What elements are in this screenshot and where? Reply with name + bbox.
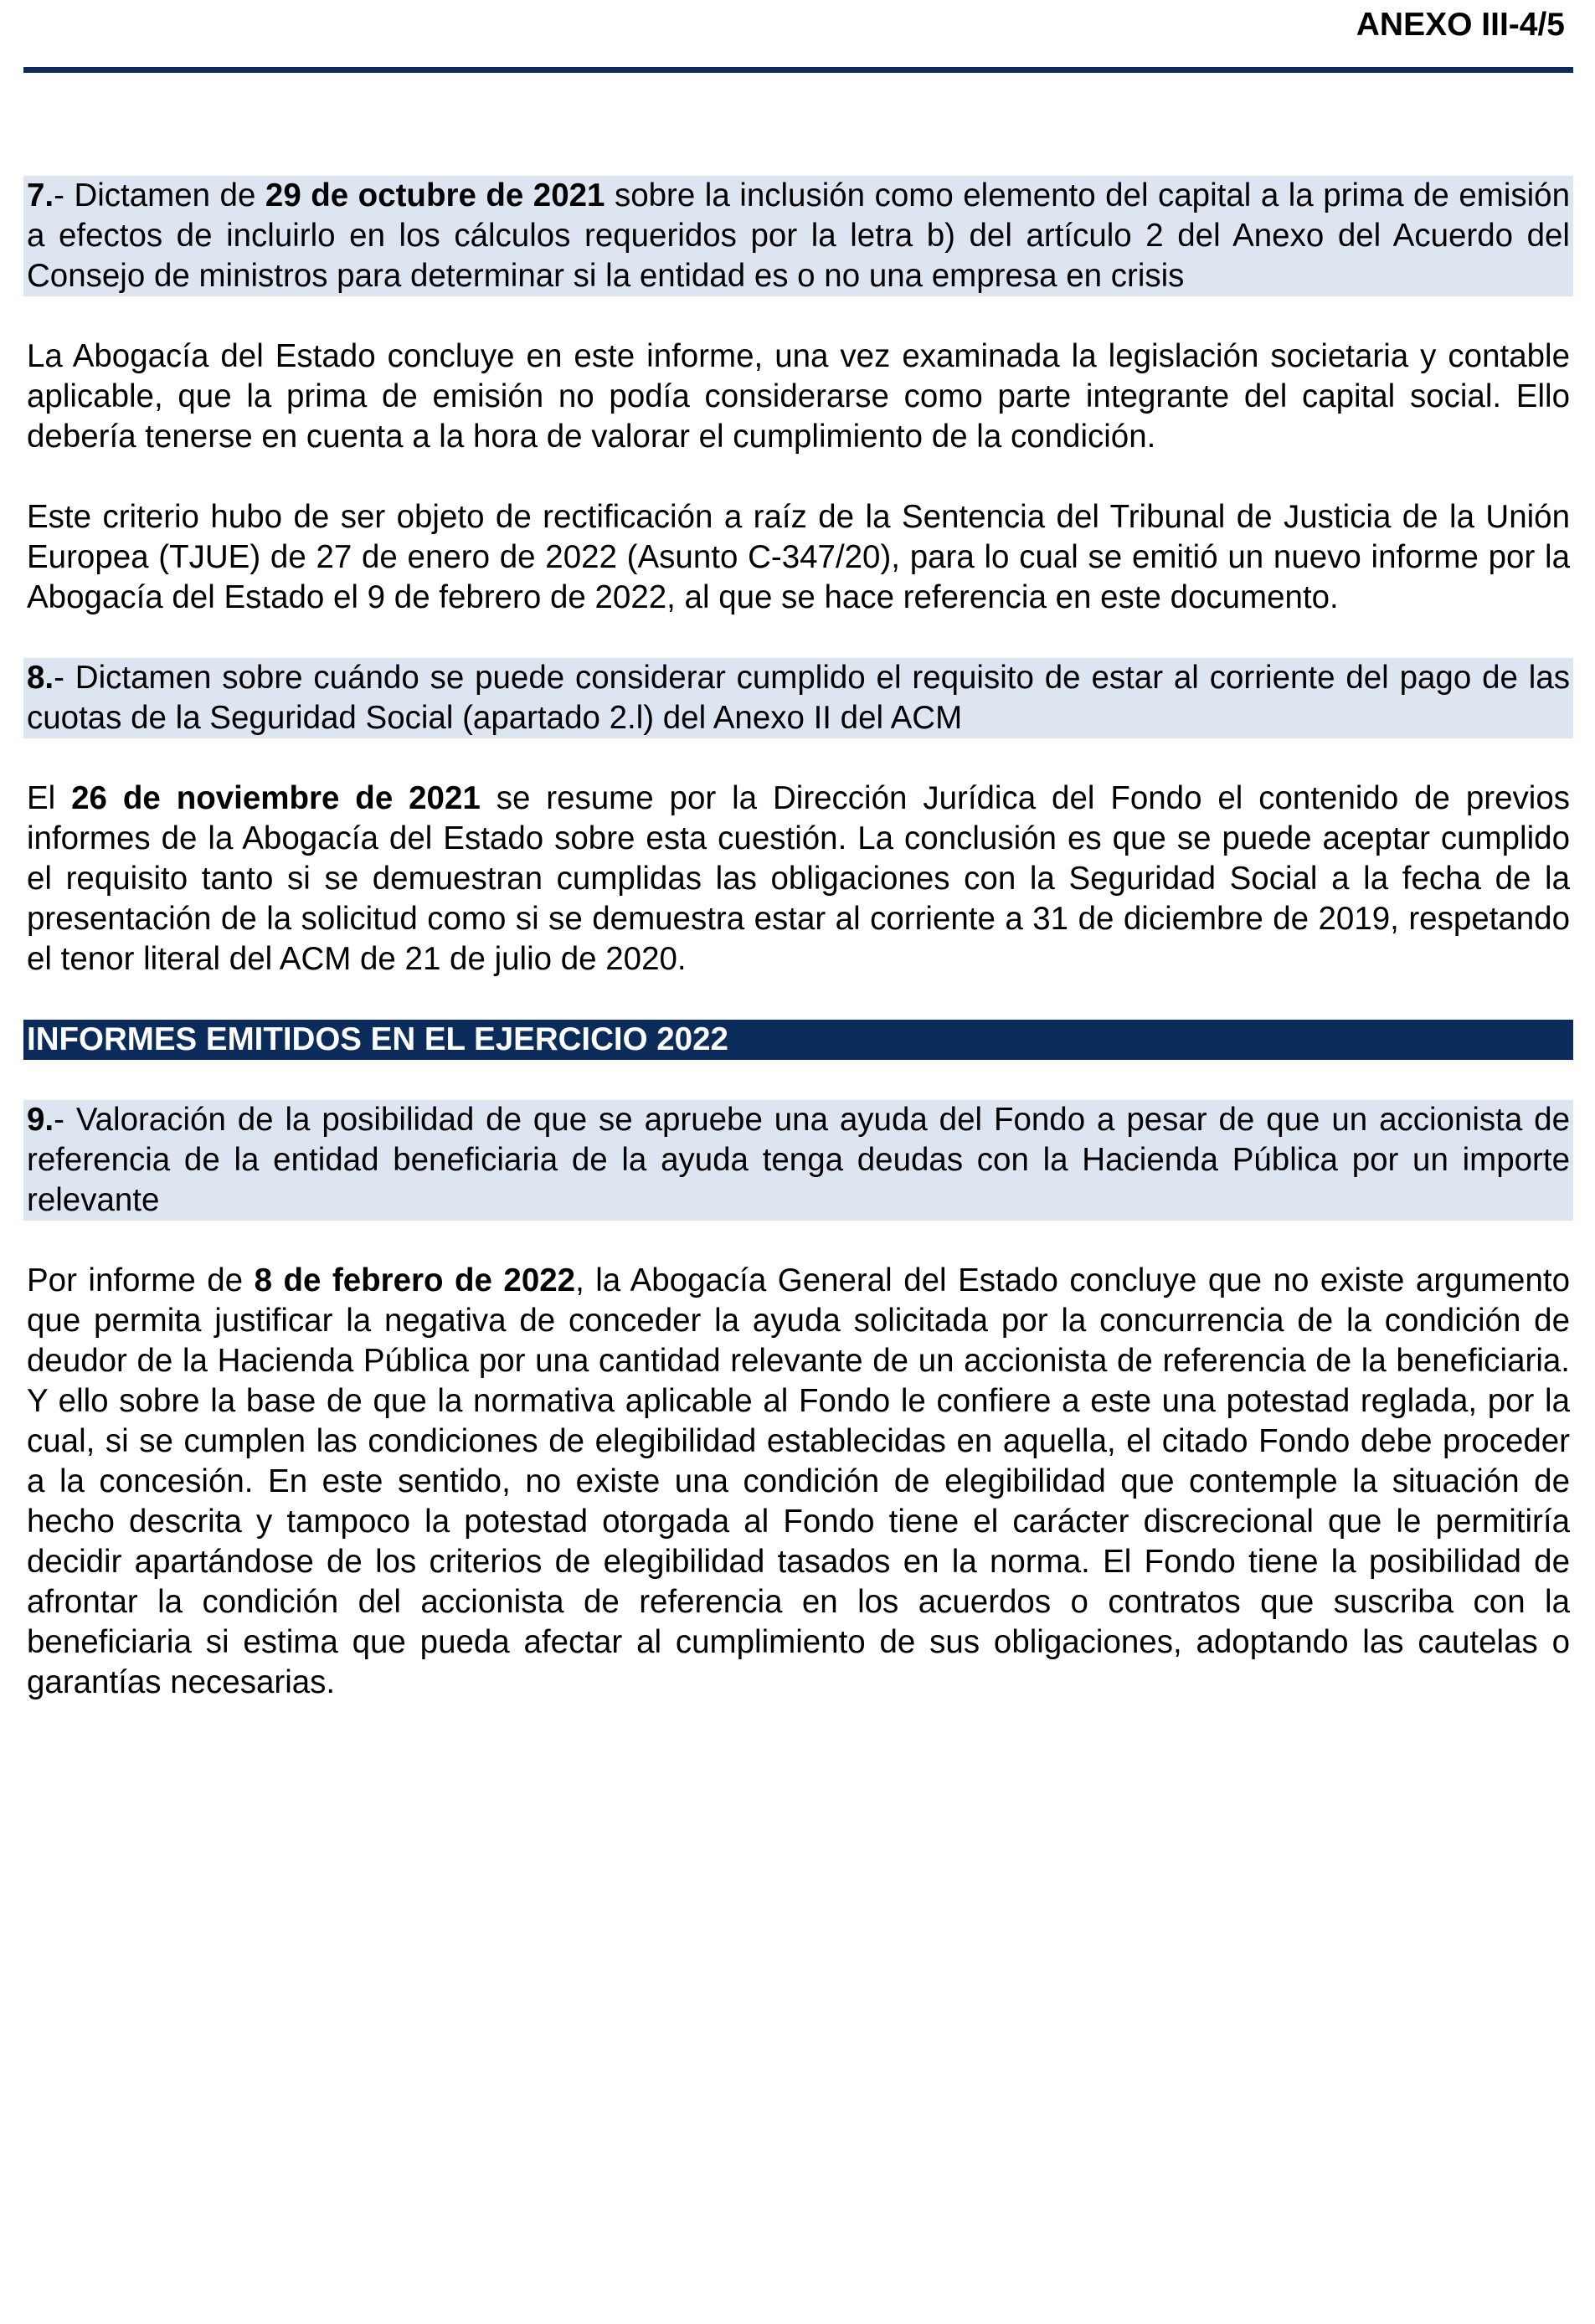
item-9-number: 9. (27, 1102, 54, 1138)
item-8-text-end: se resume por la Dirección Jurídica del Fondo el contenido de previos informes de la Abogacía del Estado sobre esta cuestión. La conclusión es que se puede aceptar cumplido el requisito tanto si se demuestran cumplidas las obligaciones con la Seguridad Social a la fecha de la presentación de la solicitud como si se demuestra estar al corriente a 31 de diciembre de 2019, respetando el tenor literal del ACM de 21 de julio de 2020. (27, 780, 1570, 977)
header-rule (23, 67, 1573, 73)
item-7-paragraph-1: La Abogacía del Estado concluye en este informe, una vez examinada la legislación societaria y contable aplicable, que la prima de emisión no podía considerarse como parte integrante del capital social. Ello debería tenerse en cuenta a la hora de valorar el cumplimiento de la condición. (27, 338, 1570, 455)
item-8-paragraph (23, 779, 1573, 979)
item-7-text-start: - Dictamen de (54, 177, 265, 213)
item-8-number: 8. (27, 660, 54, 696)
item-8-text: - Dictamen sobre cuándo se puede considerar cumplido el requisito de estar al corriente del pago de las cuotas de la Seguridad Social (apartado 2.l) del Anexo II del ACM (27, 660, 1570, 736)
item-8-text-start: El (27, 780, 72, 816)
annex-page-label: ANEXO III-4/5 (1356, 7, 1565, 43)
item-7-heading (23, 176, 1573, 296)
item-8-date: 26 de noviembre de 2021 (71, 780, 481, 816)
item-9-date: 8 de febrero de 2022 (254, 1262, 576, 1298)
section-title-2022: INFORMES EMITIDOS EN EL EJERCICIO 2022 (23, 1020, 1573, 1060)
document-body (23, 176, 1573, 1703)
item-9-paragraph (23, 1261, 1573, 1703)
item-9-text-end: , la Abogacía General del Estado concluye que no existe argumento que permita justificar la negativa de conceder la ayuda solicitada por la concurrencia de la condición de deudor de la Hacienda Pública por una cantidad relevante de un accionista de referencia de la beneficiaria. Y ello sobre la base de que la normativa aplicable al Fondo le confiere a este una potestad reglada, por la cual, si se cumplen las condiciones de elegibilidad establecidas en aquella, el citado Fondo debe proceder a la concesión. En este sentido, no existe una condición de elegibilidad que contemple la situación de hecho descrita y tampoco la potestad otorgada al Fondo tiene el carácter discrecional que le permitiría decidir apartándose de los criterios de elegibilidad tasados en la norma. El Fondo tiene la posibilidad de afrontar la condición del accionista de referencia en los acuerdos o contratos que suscriba con la beneficiaria si estima que pueda afectar al cumplimiento de sus obligaciones, adoptando las cautelas o garantías necesarias. (27, 1262, 1570, 1700)
item-7-date: 29 de octubre de 2021 (265, 177, 605, 213)
item-9-heading (23, 1100, 1573, 1221)
item-7-text-end: sobre la inclusión como elemento del capital a la prima de emisión a efectos de incluirlo en los cálculos requeridos por la letra b) del artículo 2 del Anexo del Acuerdo del Consejo de ministros para determinar si la entidad es o no una empresa en crisis (27, 177, 1571, 294)
item-9-text-start: Por informe de (27, 1262, 255, 1298)
item-9-text: - Valoración de la posibilidad de que se apruebe una ayuda del Fondo a pesar de que un accionista de referencia de la entidad beneficiaria de la ayuda tenga deudas con la Hacienda Pública por un importe relevante (27, 1102, 1570, 1218)
item-8-heading (23, 658, 1573, 738)
item-7-number: 7. (27, 177, 54, 213)
item-7-paragraph-2: Este criterio hubo de ser objeto de rectificación a raíz de la Sentencia del Tribunal de Justicia de la Unión Europea (TJUE) de 27 de enero de 2022 (Asunto C-347/20), para lo cual se emitió un nuevo informe por la Abogacía del Estado el 9 de febrero de 2022, al que se hace referencia en este documento. (27, 499, 1570, 615)
